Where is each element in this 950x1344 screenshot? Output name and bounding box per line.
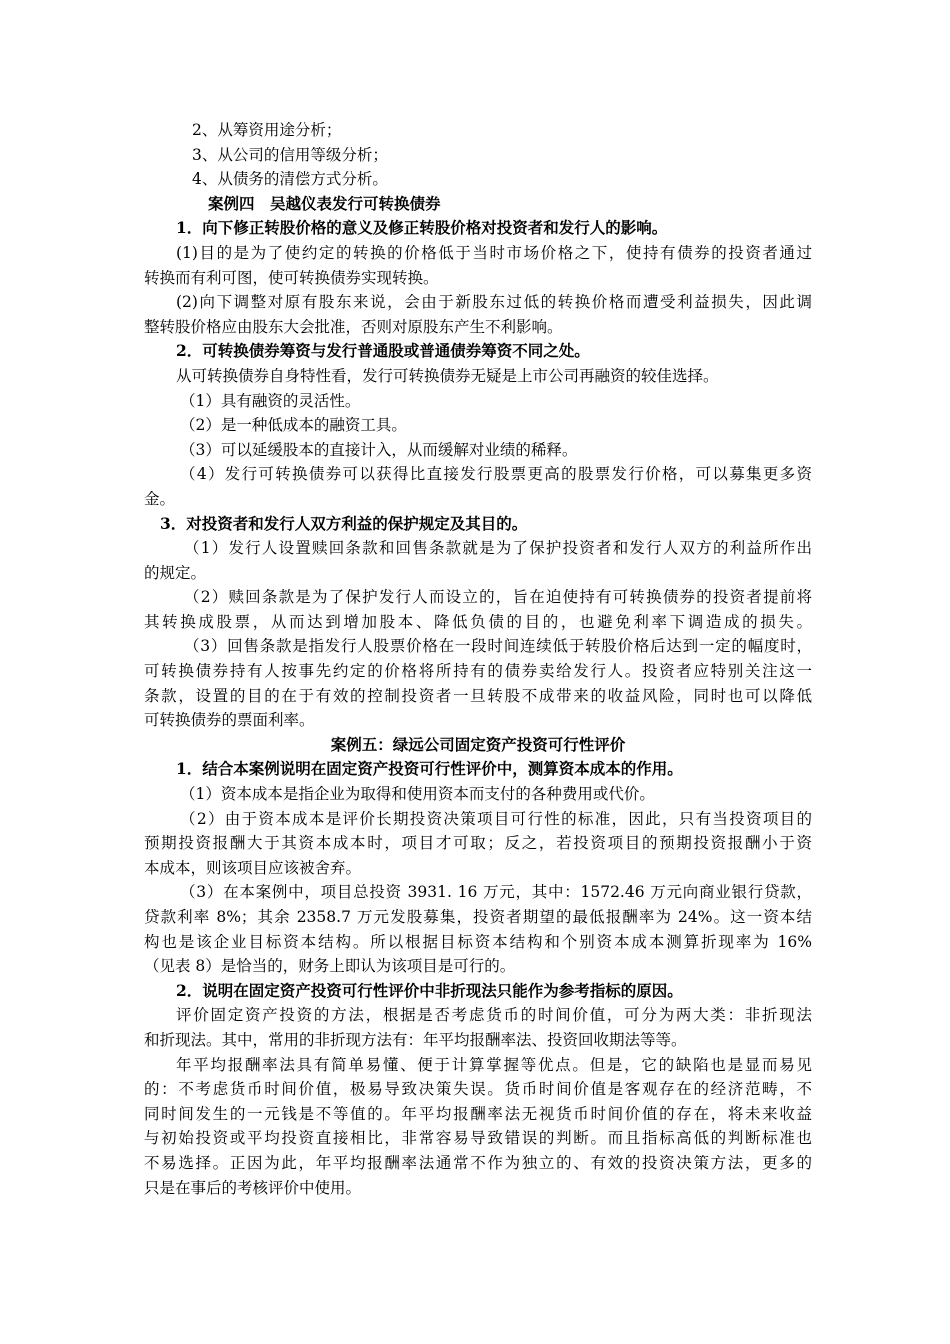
list-item: （3）在本案例中，项目总投资 3931. 16 万元，其中：1572.46 万元向商业银行贷款， bbox=[180, 883, 812, 902]
paragraph-line: （见表 8）是恰当的，财务上即认为该项目是可行的。 bbox=[144, 957, 516, 976]
paragraph-line: 转换而有利可图，使可转换债券实现转换。 bbox=[144, 268, 439, 287]
case-heading: 案例五：绿远公司固定资产投资可行性评价 bbox=[330, 734, 626, 754]
paragraph-line: (1)目的是为了使约定的转换的价格低于当时市场价格之下，使持有债券的投资者通过 bbox=[176, 243, 812, 262]
paragraph-line: 评价固定资产投资的方法，根据是否考虑货币的时间价值，可分为两大类：非折现法 bbox=[176, 1006, 812, 1025]
list-item: 4、从债务的清偿方式分析。 bbox=[192, 170, 388, 189]
list-item: 3、从公司的信用等级分析； bbox=[192, 145, 388, 164]
paragraph-line: 只是在事后的考核评价中使用。 bbox=[144, 1178, 362, 1197]
paragraph-line: 与初始投资或平均投资直接相比，非常容易导致错误的判断。而且指标高低的判断标准也 bbox=[144, 1129, 812, 1148]
paragraph-line: 金。 bbox=[144, 489, 176, 508]
list-item: （2）赎回条款是为了保护发行人而设立的，旨在迫使持有可转换债券的投资者提前将 bbox=[184, 588, 812, 607]
question-heading: 2．可转换债券筹资与发行普通股或普通债券筹资不同之处。 bbox=[176, 341, 590, 361]
list-item: （3）可以延缓股本的直接计入，从而缓解对业绩的稀释。 bbox=[180, 440, 578, 459]
list-item: （1）资本成本是指企业为取得和使用资本而支付的各种费用或代价。 bbox=[180, 785, 655, 804]
paragraph-line: 构也是该企业目标资本结构。所以根据目标资本结构和个别资本成本测算折现率为 16% bbox=[144, 932, 812, 951]
paragraph-line: 本成本，则该项目应该被舍弃。 bbox=[144, 858, 362, 877]
paragraph-line: 其转换成股票，从而达到增加股本、降低负债的目的，也避免利率下调造成的损失。 bbox=[144, 612, 812, 631]
question-heading: 1．向下修正转股价格的意义及修正转股价格对投资者和发行人的影响。 bbox=[176, 218, 668, 238]
question-heading: 2．说明在固定资产投资可行性评价中非折现法只能作为参考指标的原因。 bbox=[176, 980, 683, 1000]
paragraph-line: 和折现法。其中，常用的非折现方法有：年平均报酬率法、投资回收期法等等。 bbox=[144, 1030, 687, 1049]
list-item: （1）具有融资的灵活性。 bbox=[180, 391, 361, 410]
paragraph-line: 同时间发生的一元钱是不等值的。年平均报酬率法无视货币时间价值的存在，将未来收益 bbox=[144, 1104, 812, 1123]
list-item: （2）是一种低成本的融资工具。 bbox=[180, 416, 407, 435]
paragraph-line: 年平均报酬率法具有简单易懂、便于计算掌握等优点。但是，它的缺陷也是显而易见 bbox=[176, 1055, 812, 1074]
paragraph-line: 不易选择。正因为此，年平均报酬率法通常不作为独立的、有效的投资决策方法，更多的 bbox=[144, 1153, 812, 1172]
list-item: （1）发行人设置赎回条款和回售条款就是为了保护投资者和发行人双方的利益所作出 bbox=[184, 539, 812, 558]
paragraph-line: 整转股价格应由股东大会批准，否则对原股东产生不利影响。 bbox=[144, 317, 563, 336]
question-heading: 3．对投资者和发行人双方利益的保护规定及其目的。 bbox=[160, 513, 528, 533]
paragraph-line: 的：不考虑货币时间价值，极易导致决策失误。货币时间价值是客观存在的经济范畴，不 bbox=[144, 1080, 812, 1099]
paragraph-line: 从可转换债券自身特性看，发行可转换债券无疑是上市公司再融资的较佳选择。 bbox=[176, 366, 719, 385]
paragraph-line: 预期投资报酬大于其资本成本时，项目才可取；反之，若投资项目的预期投资报酬小于资 bbox=[144, 834, 812, 853]
list-item: （3）回售条款是指发行人股票价格在一段时间连续低于转股价格后达到一定的幅度时， bbox=[184, 637, 812, 656]
case-heading: 案例四 吴越仪表发行可转换债券 bbox=[208, 193, 441, 213]
list-item: （4）发行可转换债券可以获得比直接发行股票更高的股票发行价格，可以募集更多资 bbox=[180, 465, 812, 484]
list-item: 2、从筹资用途分析； bbox=[192, 121, 342, 139]
paragraph-line: 可转换债券的票面利率。 bbox=[144, 711, 315, 730]
list-item: （2）由于资本成本是评价长期投资决策项目可行性的标准，因此，只有当投资项目的 bbox=[180, 809, 812, 828]
paragraph-line: (2)向下调整对原有股东来说，会由于新股东过低的转换价格而遭受利益损失，因此调 bbox=[176, 293, 812, 312]
paragraph-line: 的规定。 bbox=[144, 563, 207, 582]
paragraph-line: 可转换债券持有人按事先约定的价格将所持有的债券卖给发行人。投资者应特别关注这一 bbox=[144, 662, 812, 681]
paragraph-line: 条款，设置的目的在于有效的控制投资者一旦转股不成带来的收益风险，同时也可以降低 bbox=[144, 686, 812, 705]
paragraph-line: 贷款利率 8%；其余 2358.7 万元发股募集，投资者期望的最低报酬率为 24%。这一资本结 bbox=[144, 908, 812, 926]
question-heading: 1．结合本案例说明在固定资产投资可行性评价中，测算资本成本的作用。 bbox=[176, 759, 683, 779]
document-body bbox=[144, 118, 812, 1200]
